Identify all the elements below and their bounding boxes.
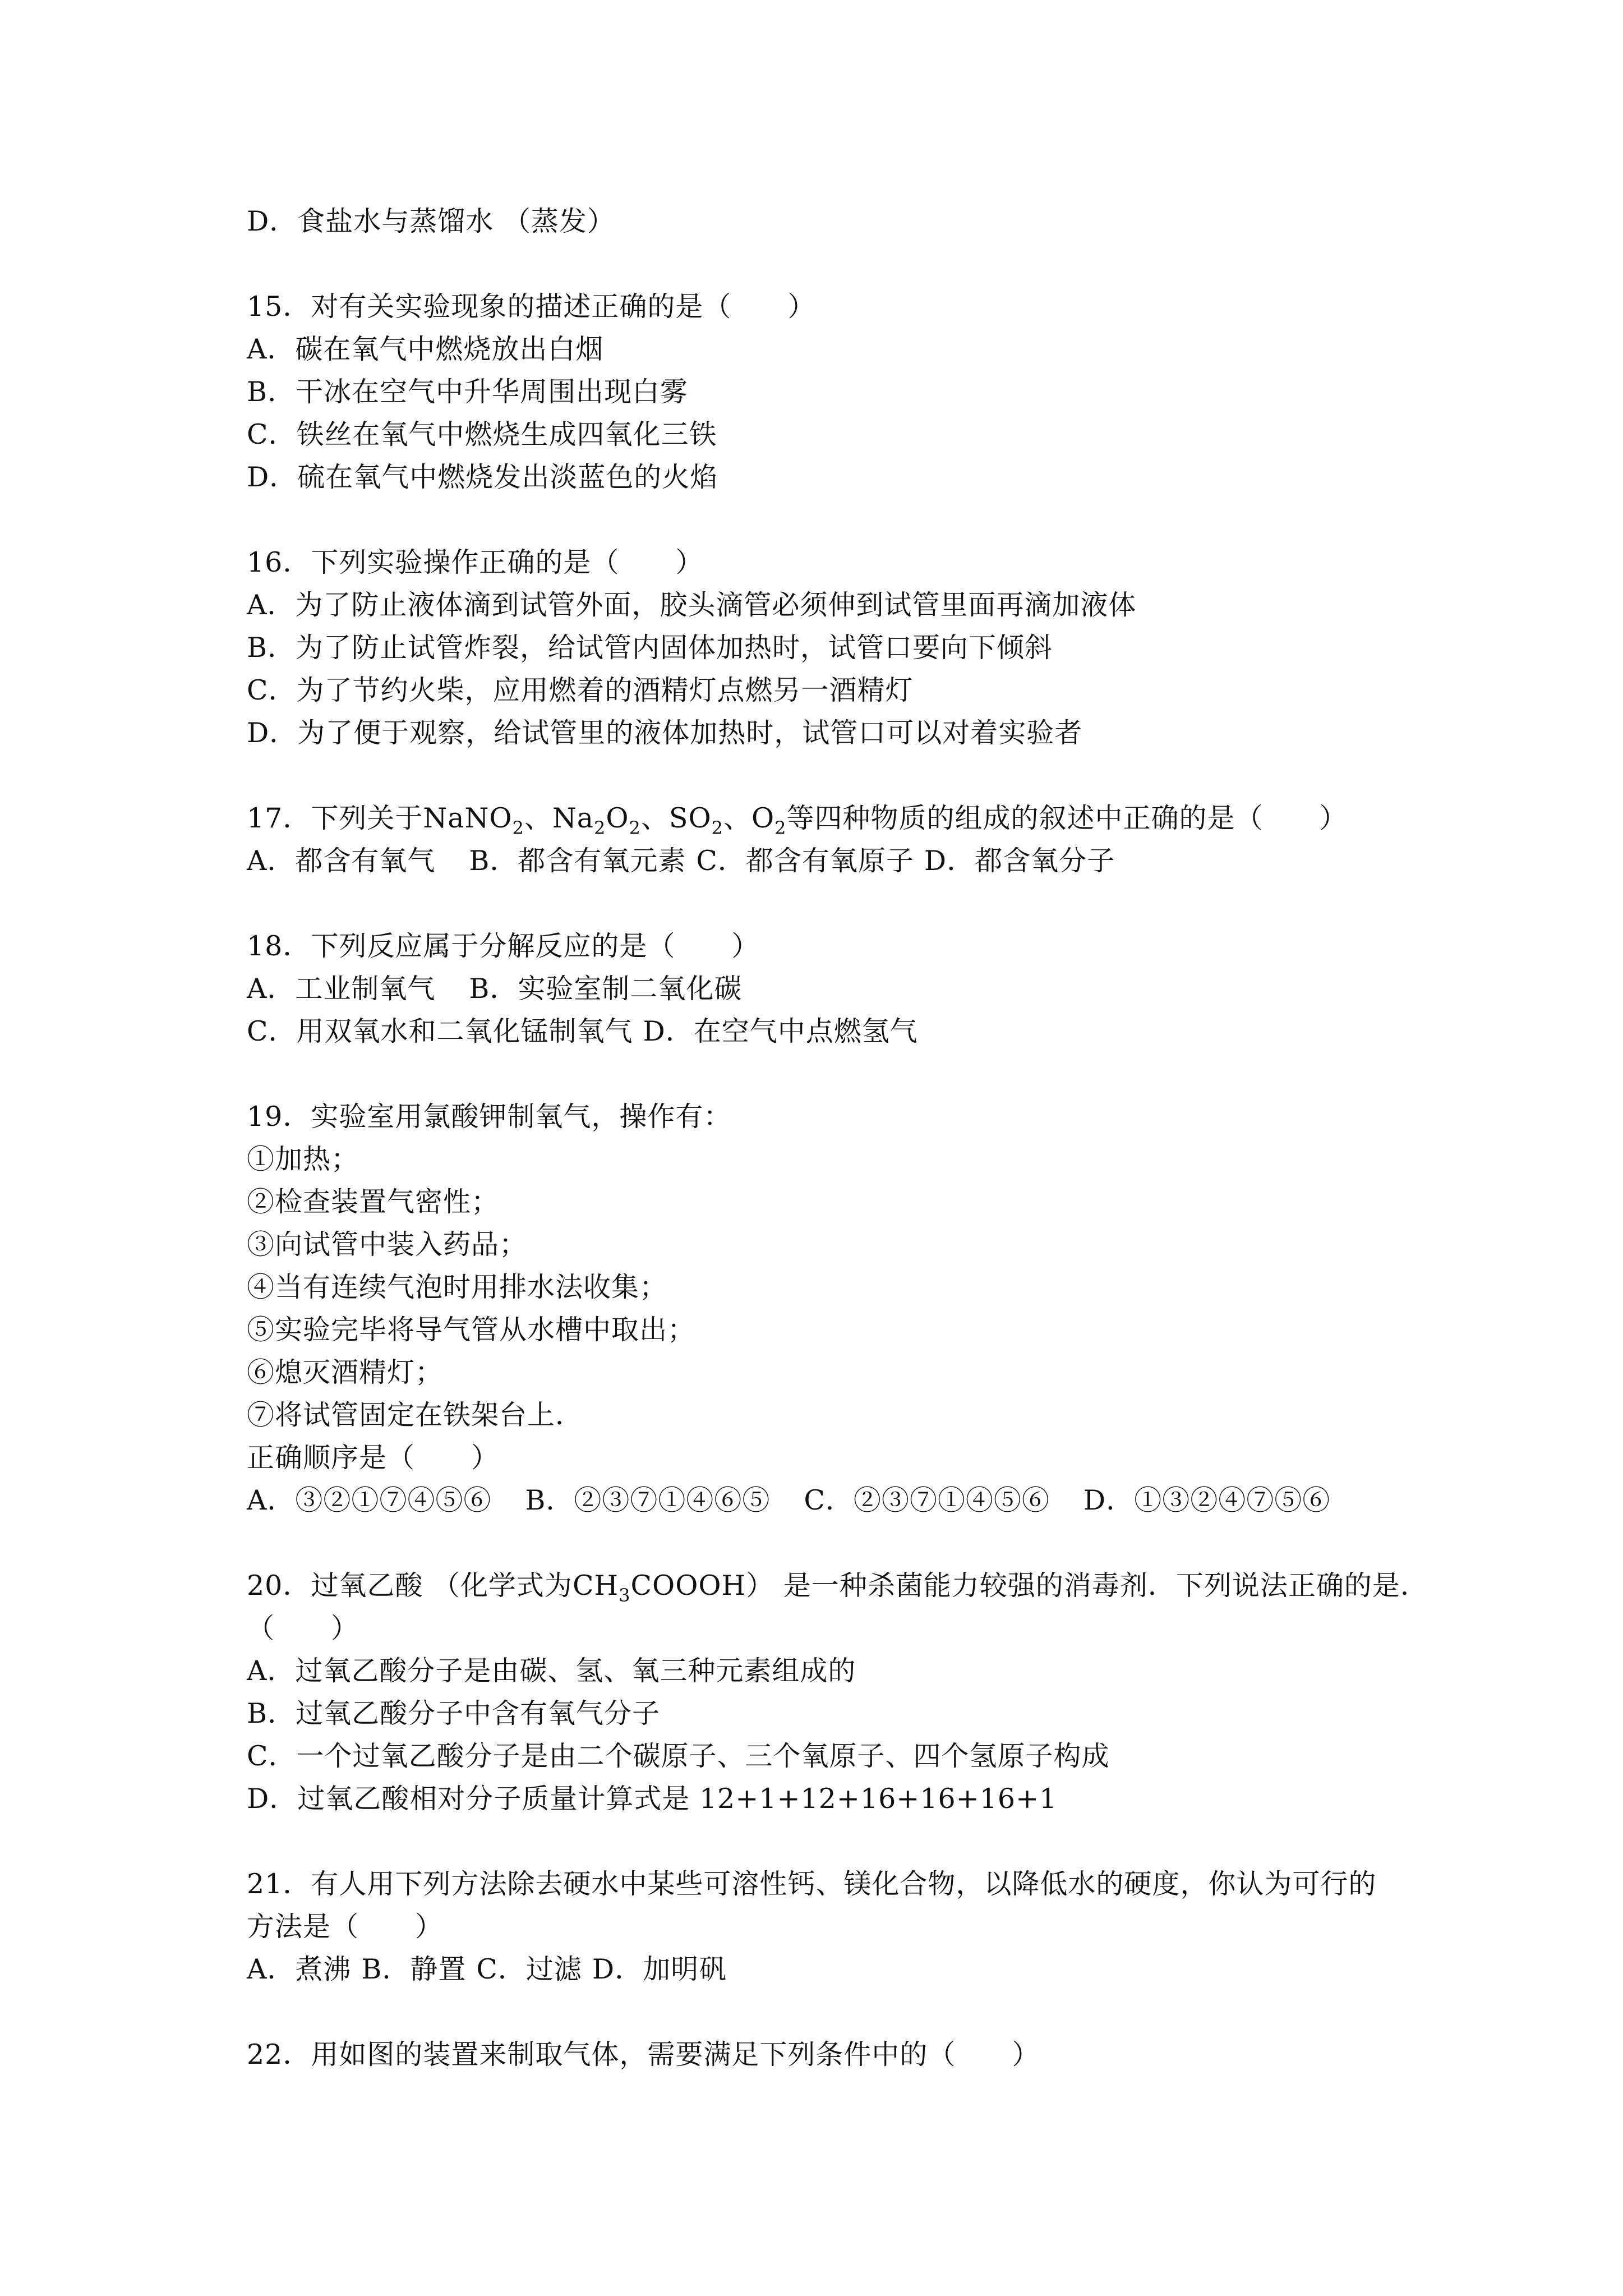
q19-options <box>247 1484 1331 1516</box>
formula-ch3coooh <box>572 1570 746 1606</box>
q19-option-b: B．②③⑦①④⑥⑤ <box>525 1484 771 1516</box>
q17-stem-prefix: 17．下列关于 <box>247 802 423 834</box>
q21-option-b: B．静置 <box>361 1953 467 1985</box>
q20-stem-prefix: 20．过氧乙酸 （化学式为 <box>247 1570 573 1602</box>
q21-options <box>247 1955 727 1983</box>
q17-option-b: B．都含有氧元素 <box>469 845 686 877</box>
q16-option-b: B．为了防止试管炸裂，给试管内固体加热时，试管口要向下倾斜 <box>247 632 1053 664</box>
formula-part: CH <box>572 1570 619 1602</box>
q19-step-4: ④当有连续气泡时用排水法收集； <box>247 1271 668 1303</box>
q14-option-d: D．食盐水与蒸馏水 （蒸发） <box>247 205 615 237</box>
formula-subscript: 2 <box>711 817 723 839</box>
q17-option-a: A．都含有氧气 <box>247 845 436 877</box>
q15-option-a: A．碳在氧气中燃烧放出白烟 <box>247 333 604 365</box>
separator: 、 <box>524 802 552 834</box>
formula-na2o2 <box>552 802 641 839</box>
q20-option-a: A．过氧乙酸分子是由碳、氢、氧三种元素组成的 <box>247 1655 856 1687</box>
formula-subscript: 2 <box>593 817 606 839</box>
q18-option-c: C．用双氧水和二氧化锰制氧气 <box>247 1015 633 1047</box>
q19-option-c: C．②③⑦①④⑤⑥ <box>804 1484 1050 1516</box>
q17-stem <box>247 804 1348 837</box>
q21-option-d: D．加明矾 <box>592 1953 727 1985</box>
q19-step-5: ⑤实验完毕将导气管从水槽中取出； <box>247 1314 696 1346</box>
q18-options-row2 <box>247 1015 918 1047</box>
q17-option-c: C．都含有氧原子 <box>696 845 914 877</box>
formula-part: NaNO <box>423 802 513 834</box>
q19-step-7: ⑦将试管固定在铁架台上． <box>247 1399 584 1431</box>
q21-option-a: A．煮沸 <box>247 1953 352 1985</box>
q20-stem-line2: （ ） <box>247 1612 359 1644</box>
q18-stem: 18．下列反应属于分解反应的是（ ） <box>247 930 760 962</box>
q17-options <box>247 847 1115 875</box>
q18-option-d: D．在空气中点燃氢气 <box>643 1015 918 1047</box>
q18-option-b: B．实验室制二氧化碳 <box>469 973 743 1005</box>
q20-stem <box>247 1572 1428 1604</box>
q15-option-b: B．干冰在空气中升华周围出现白雾 <box>247 376 689 408</box>
q20-option-b: B．过氧乙酸分子中含有氧气分子 <box>247 1697 661 1729</box>
q19-option-a: A．③②①⑦④⑤⑥ <box>247 1484 492 1516</box>
formula-nano2 <box>423 802 524 839</box>
formula-part: O <box>751 802 775 834</box>
formula-subscript: 2 <box>629 817 641 839</box>
q21-option-c: C．过滤 <box>476 1953 582 1985</box>
q18-option-a: A．工业制氧气 <box>247 973 436 1005</box>
q20-stem-suffix: ） 是一种杀菌能力较强的消毒剂．下列说法正确的是． <box>746 1570 1428 1602</box>
q20-option-d: D．过氧乙酸相对分子质量计算式是 12+1+12+16+16+16+1 <box>247 1783 1058 1815</box>
q19-stem: 19．实验室用氯酸钾制氧气，操作有： <box>247 1101 732 1133</box>
q19-step-1: ①加热； <box>247 1143 359 1175</box>
separator: 、 <box>723 802 751 834</box>
formula-part: Na <box>552 802 594 834</box>
q16-option-d: D．为了便于观察，给试管里的液体加热时，试管口可以对着实验者 <box>247 717 1083 749</box>
formula-subscript: 2 <box>774 817 787 839</box>
q19-option-d: D．①③②④⑦⑤⑥ <box>1083 1484 1331 1516</box>
q19-order-prompt: 正确顺序是（ ） <box>247 1442 500 1474</box>
q21-stem-line2: 方法是（ ） <box>247 1911 444 1943</box>
q15-stem: 15．对有关实验现象的描述正确的是（ ） <box>247 291 816 323</box>
formula-part: SO <box>668 802 712 834</box>
formula-subscript: 2 <box>512 817 524 839</box>
q17-stem-suffix: 等四种物质的组成的叙述中正确的是（ ） <box>786 802 1348 834</box>
q16-option-a: A．为了防止液体滴到试管外面，胶头滴管必须伸到试管里面再滴加液体 <box>247 589 1137 621</box>
q15-option-c: C．铁丝在氧气中燃烧生成四氧化三铁 <box>247 418 717 450</box>
q21-stem-line1: 21．有人用下列方法除去硬水中某些可溶性钙、镁化合物，以降低水的硬度，你认为可行的 <box>247 1868 1377 1900</box>
q17-option-d: D．都含氧分子 <box>924 845 1115 877</box>
formula-so2 <box>668 802 723 839</box>
q15-option-d: D．硫在氧气中燃烧发出淡蓝色的火焰 <box>247 461 718 493</box>
q19-step-3: ③向试管中装入药品； <box>247 1228 528 1260</box>
formula-subscript: 3 <box>619 1585 631 1606</box>
q22-stem: 22．用如图的装置来制取气体，需要满足下列条件中的（ ） <box>247 2039 1040 2070</box>
formula-o2 <box>751 802 787 839</box>
separator: 、 <box>640 802 669 834</box>
q20-option-c: C．一个过氧乙酸分子是由二个碳原子、三个氧原子、四个氢原子构成 <box>247 1740 1110 1772</box>
q19-step-2: ②检查装置气密性； <box>247 1186 500 1218</box>
formula-part: O <box>606 802 629 834</box>
q16-option-c: C．为了节约火柴，应用燃着的酒精灯点燃另一酒精灯 <box>247 674 914 706</box>
q19-step-6: ⑥熄灭酒精灯； <box>247 1356 444 1388</box>
q18-options-row1 <box>247 973 743 1005</box>
q16-stem: 16．下列实验操作正确的是（ ） <box>247 546 704 578</box>
formula-part: COOOH <box>630 1570 746 1602</box>
